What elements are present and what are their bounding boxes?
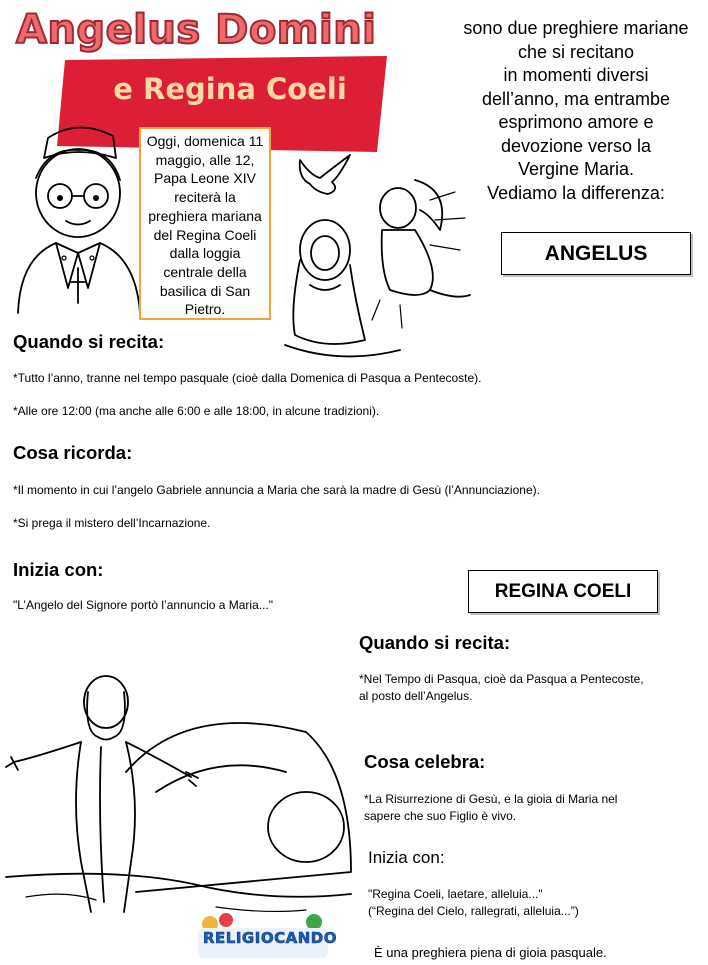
- page-subtitle: e Regina Coeli: [113, 72, 347, 106]
- regina-starts-heading: Inizia con:: [368, 848, 445, 867]
- angelus-when-heading: Quando si recita:: [13, 331, 165, 352]
- intro-text: sono due preghiere mariane che si recitano in momenti diversi dell’anno, ma entrambe esprimono amore e devozione verso la Vergine Maria. Vediamo la differenza:: [463, 18, 689, 203]
- regina-coeli-label: REGINA COELI: [468, 570, 658, 613]
- religiocando-logo: RELIGIOCANDO: [203, 929, 337, 947]
- angelus-remember-heading: Cosa ricorda:: [13, 442, 133, 463]
- angelus-remember-item: *Si prega il mistero dell’Incarnazione.: [13, 516, 211, 530]
- resurrection-illustration: [6, 662, 356, 932]
- regina-when-heading: Quando si recita:: [359, 632, 511, 653]
- regina-celebrates-text: *La Risurrezione di Gesù, e la gioia di Maria nel sapere che suo Figlio è vivo.: [364, 792, 618, 823]
- page-title: Angelus Domini: [16, 7, 377, 53]
- regina-starts-text: "Regina Coeli, laetare, alleluia..." (“Regina del Cielo, rallegrati, alleluia...”): [368, 887, 579, 918]
- regina-closing: È una preghiera piena di gioia pasquale.: [374, 945, 607, 960]
- angelus-starts-text: "L’Angelo del Signore portò l’annuncio a Maria...": [13, 598, 274, 612]
- angelus-remember-item: *Il momento in cui l’angelo Gabriele annuncia a Maria che sarà la madre di Gesù (l’Annunciazione).: [13, 483, 540, 497]
- annunciation-illustration: [280, 150, 480, 365]
- pope-illustration: [8, 118, 148, 318]
- angelus-when-item: *Alle ore 12:00 (ma anche alle 6:00 e alle 18:00, in alcune tradizioni).: [13, 404, 380, 418]
- angelus-label: ANGELUS: [501, 232, 691, 275]
- regina-celebrates-heading: Cosa celebra:: [364, 751, 486, 772]
- regina-when-text: *Nel Tempo di Pasqua, cioè da Pasqua a Pentecoste, al posto dell’Angelus.: [359, 672, 644, 703]
- angelus-when-item: *Tutto l’anno, tranne nel tempo pasquale (cioè dalla Domenica di Pasqua a Pentecoste).: [13, 371, 482, 385]
- announcement-callout: Oggi, domenica 11 maggio, alle 12, Papa Leone XIV reciterà la preghiera mariana del Regina Coeli dalla loggia centrale della basilica di San Pietro.: [139, 127, 271, 320]
- angelus-starts-heading: Inizia con:: [13, 559, 104, 580]
